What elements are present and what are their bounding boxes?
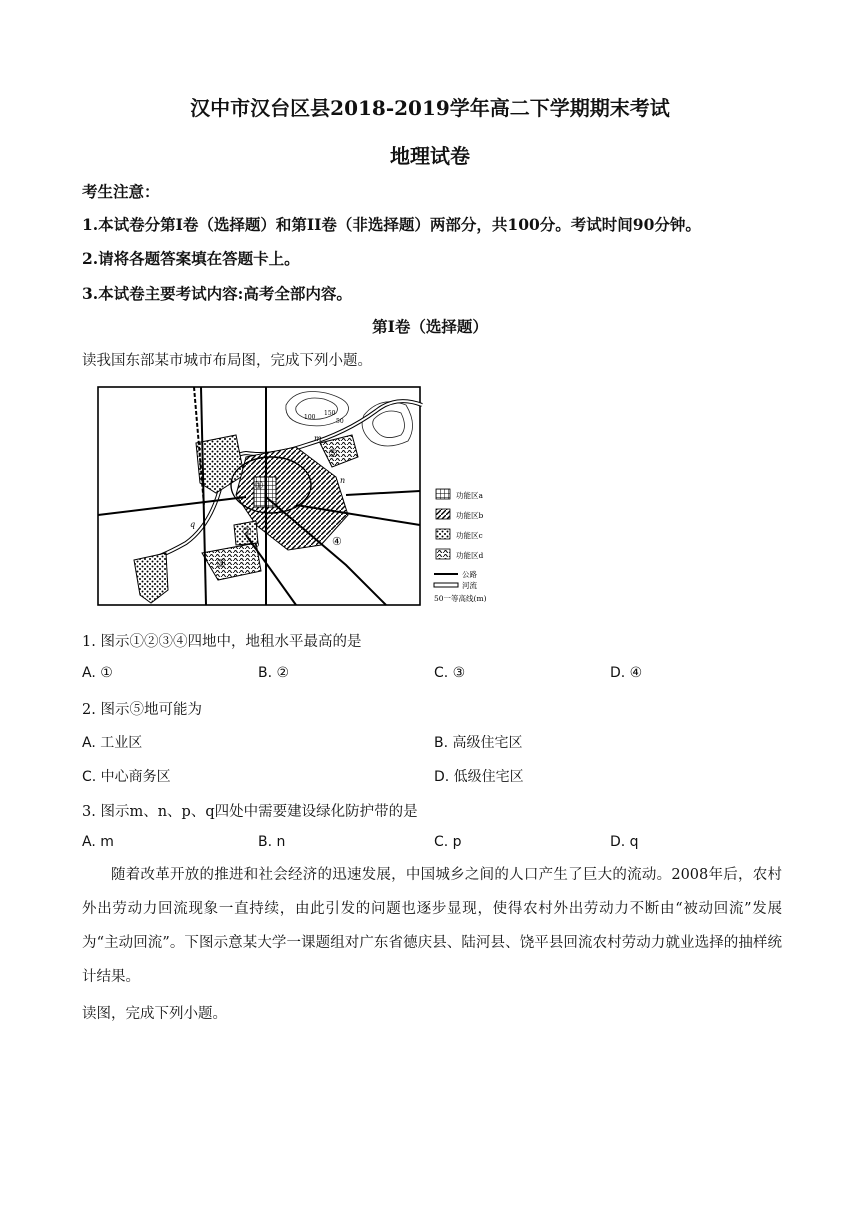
legend-label: 50一等高线(m) [434,594,487,603]
legend-swatch-c [436,529,450,539]
exam-subject: 地理试卷 [390,144,470,168]
point-4-label: ④ [332,535,342,548]
notice-item: 3.本试卷主要考试内容:高考全部内容。 [82,284,352,303]
question-3-option-b[interactable]: B. n [258,834,286,850]
contour-label: 100 [304,414,316,421]
notice-item: 1.本试卷分第Ⅰ卷（选择题）和第II卷（非选择题）两部分，共100分。考试时间90分钟。 [82,215,701,234]
section-title: 第Ⅰ卷（选择题） [372,317,488,336]
legend-swatch-b [436,509,450,519]
legend-river-line [434,583,458,587]
question-1-option-c[interactable]: C. ③ [434,665,466,681]
city-layout-map [96,385,521,610]
contour-label: 50 [336,418,344,425]
question-2-option-b[interactable]: B. 高级住宅区 [434,735,523,751]
point-3-label: ③ [216,557,226,570]
letter-n: n [340,476,346,485]
question-2-option-d[interactable]: D. 低级住宅区 [434,769,524,785]
legend-label: 河流 [462,581,477,590]
legend-label: 功能区d [456,551,484,560]
exam-title: 汉中市汉台区县2018-2019学年高二下学期期末考试 [190,96,670,120]
question-2-stem: 2. 图示⑤地可能为 [82,702,202,718]
question-1-option-d[interactable]: D. ④ [610,665,643,681]
question-3-option-d[interactable]: D. q [610,834,639,850]
question-3-stem: 3. 图示m、n、p、q四处中需要建设绿化防护带的是 [82,804,418,820]
point-2-label: ② [242,525,252,538]
question-2-option-c[interactable]: C. 中心商务区 [82,769,171,785]
point-1-label: ① [254,479,264,492]
legend-swatch-d [436,549,450,559]
question-intro: 读我国东部某市城市布局图，完成下列小题。 [82,353,372,369]
contour-label: 150 [324,410,336,417]
letter-m: m [314,434,322,443]
question-3-option-c[interactable]: C. p [434,834,462,850]
map-legend [434,489,487,603]
question-3-option-a[interactable]: A. m [82,834,114,850]
letter-p: p [254,540,260,549]
legend-label: 功能区b [456,511,484,520]
legend-swatch-a [436,489,450,499]
notice-item: 2.请将各题答案填在答题卡上。 [82,249,300,268]
notice-heading: 考生注意： [82,182,160,201]
point-5-label: ⑤ [328,447,338,460]
legend-label: 功能区a [456,491,483,500]
legend-label: 公路 [462,570,477,579]
question-intro-2: 读图，完成下列小题。 [82,1006,227,1022]
reading-passage: 随着改革开放的推进和社会经济的迅速发展，中国城乡之间的人口产生了巨大的流动。2008年后，农村外出劳动力回流现象一直持续，由此引发的问题也逐步显现，使得农村外出劳动力不断由“被动回流”发展为“主动回流”。下图示意某大学一课题组对广东省德庆县、陆河县、饶平县回流农村劳动力就业选择的抽样统计结果。 [82,867,782,985]
question-1-option-b[interactable]: B. ② [258,665,290,681]
letter-q: q [190,520,196,529]
legend-label: 功能区c [456,531,483,540]
question-1-option-a[interactable]: A. ① [82,665,113,681]
question-2-option-a[interactable]: A. 工业区 [82,735,143,751]
question-1-stem: 1. 图示①②③④四地中，地租水平最高的是 [82,634,362,650]
